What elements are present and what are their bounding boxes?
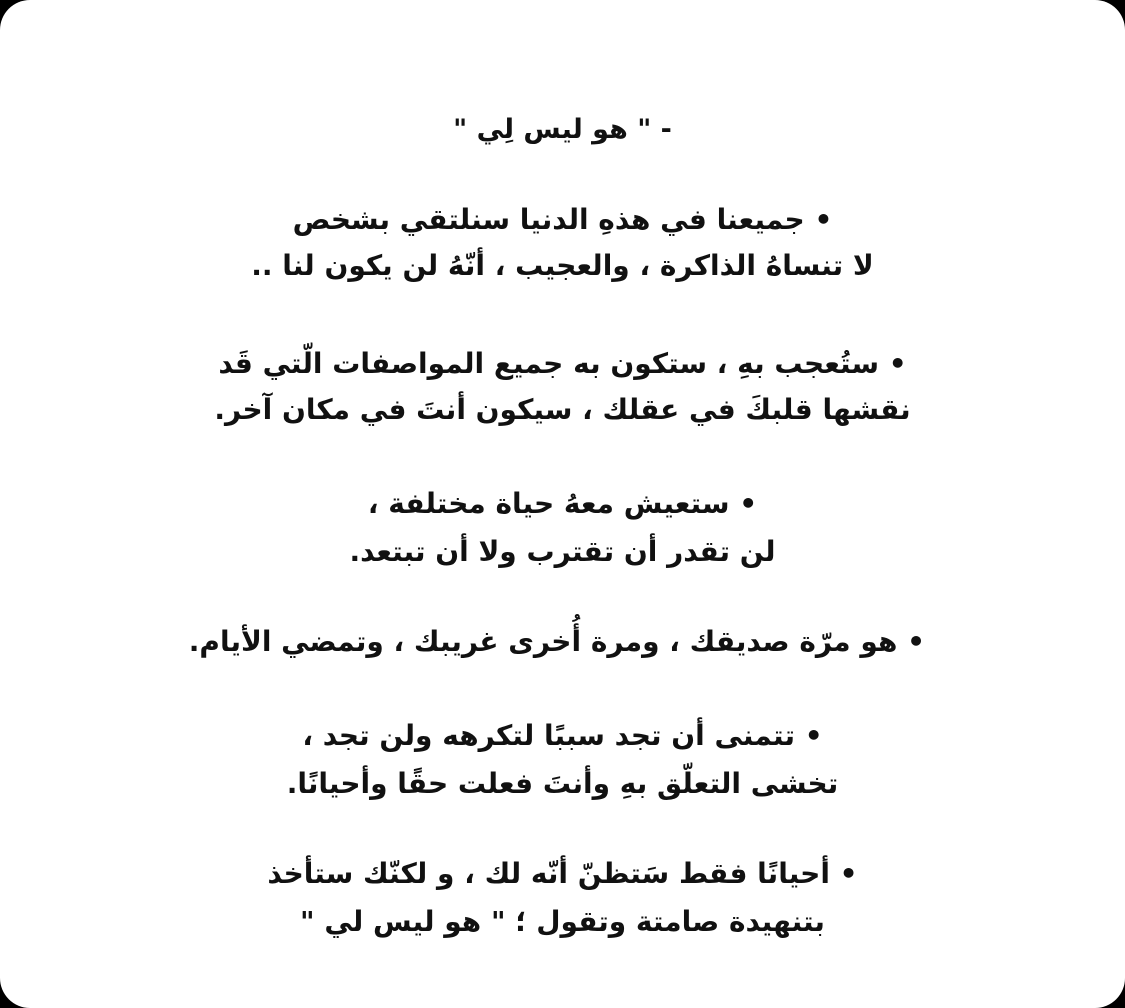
stanza-1-line-1: • جميعنا في هذهِ الدنيا سنلتقي بشخص [292, 203, 833, 236]
poem-title: - " هو ليس لِي " [453, 114, 672, 145]
stanza-2-line-2: نقشها قلبكَ في عقلك ، سيكون أنتَ في مكان آخر. [214, 393, 911, 426]
stanza-3-line-2: لن تقدر أن تقترب ولا أن تبتعد. [349, 535, 776, 568]
stanza-4-line-1: • هو مرّة صديقك ، ومرة أُخرى غريبك ، وتمضي الأيام. [188, 625, 925, 658]
stanza-1-line-2: لا تنساهُ الذاكرة ، والعجيب ، أنّهُ لن يكون لنا .. [251, 249, 874, 282]
stanza-5-line-2: تخشى التعلّق بهِ وأنتَ فعلت حقًا وأحيانًا. [286, 767, 839, 800]
stanza-3-line-1: • ستعيش معهُ حياة مختلفة ، [367, 487, 758, 520]
stanza-5-line-1: • تتمنى أن تجد سببًا لتكرهه ولن تجد ، [302, 719, 823, 752]
stanza-6-line-1: • أحيانًا فقط سَتظنّ أنّه لك ، و لكنّك ستأخذ [267, 857, 858, 890]
stanza-6-line-2: بتنهيدة صامتة وتقول ؛ " هو ليس لي " [300, 905, 825, 938]
stanza-2-line-1: • ستُعجب بهِ ، ستكون به جميع المواصفات الّتي قَد [218, 347, 907, 380]
